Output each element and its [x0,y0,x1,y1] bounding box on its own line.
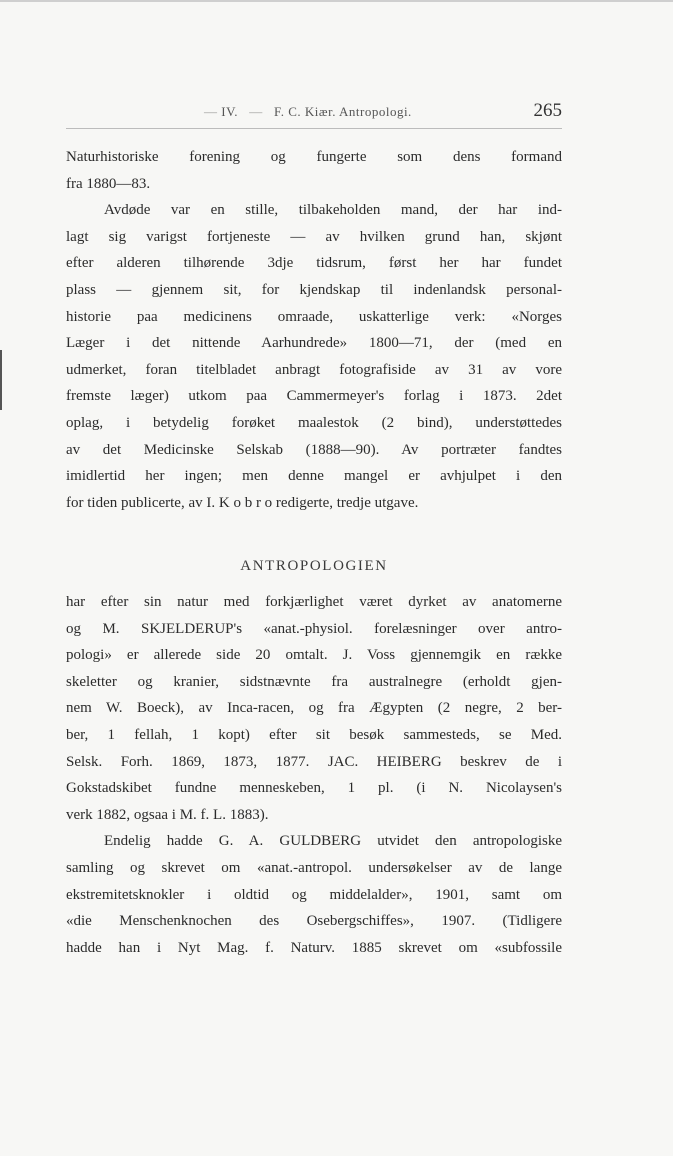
text-line: hadde han i Nyt Mag. f. Naturv. 1885 skrevet om «subfossile [66,939,562,956]
text-line: verk 1882, ogsaa i M. f. L. 1883). [66,806,269,823]
text-line: nem W. Boeck), av Inca-racen, og fra Ægypten (2 negre, 2 ber- [66,700,562,717]
header-author: F. C. Kiær. [274,104,336,119]
text-line: samling og skrevet om «anat.-antropol. undersøkelser av de lange [66,859,562,876]
header-title: Antropologi. [339,104,412,119]
header-rule [66,128,562,129]
text-line: for tiden publicerte, av I. K o b r o redigerte, tredje utgave. [66,494,419,511]
text-line: Avdøde var en stille, tilbakeholden mand, der har ind- [104,202,562,219]
text-line: Gokstadskibet fundne menneskeben, 1 pl. (i N. Nicolaysen's [66,780,562,797]
text-line: skeletter og kranier, sidstnævnte fra australnegre (erholdt gjen- [66,673,562,690]
header-chapter-line [204,104,412,120]
text-line: av det Medicinske Selskab (1888—90). Av portræter fandtes [66,441,562,458]
text-line: lagt sig varigst fortjeneste — av hvilken grund han, skjønt [66,228,562,245]
text-line: og M. SKJELDERUP's «anat.-physiol. forelæsninger over antro- [66,620,562,637]
text-line: Naturhistoriske forening og fungerte som dens formand [66,149,562,165]
text-line: har efter sin natur med forkjærlighet været dyrket av anatomerne [66,594,562,610]
text-line: plass — gjennem sit, for kjendskap til indenlandsk personal- [66,281,562,298]
text-line: udmerket, foran titelbladet anbragt fotografiside av 31 av vore [66,361,562,378]
running-header [66,100,562,124]
scan-top-edge [0,0,673,2]
header-chapter-numeral: IV. [221,104,239,119]
text-line: historie paa medicinens omraade, uskatterlige verk: «Norges [66,308,562,325]
text-line: Selsk. Forh. 1869, 1873, 1877. JAC. HEIBERG beskrev de i [66,753,562,770]
page-number: 265 [533,100,562,121]
body-text-before-section [66,144,562,516]
text-line: Endelig hadde G. A. GULDBERG utvidet den antropologiske [104,833,562,850]
text-line: Læger i det nittende Aarhundrede» 1800—71, der (med en [66,335,562,352]
text-line: ekstremitetsknokler i oldtid og middelalder», 1901, samt om [66,886,562,903]
header-left-dash: — [204,104,218,119]
text-line: ber, 1 fellah, 1 kopt) efter sit besøk sammesteds, se Med. [66,726,562,743]
text-line: fremste læger) utkom paa Cammermeyer's forlag i 1873. 2det [66,388,562,405]
body-text-after-section [66,589,562,961]
text-line: efter alderen tilhørende 3dje tidsrum, først her har fundet [66,255,562,272]
text-line: fra 1880—83. [66,175,151,192]
text-line: «die Menschenknochen des Osebergschiffes», 1907. (Tidligere [66,913,562,930]
text-line: pologi» er allerede side 20 omtalt. J. Voss gjennemgik en række [66,647,562,664]
header-mid-dash: — [249,104,263,119]
text-line: imidlertid her ingen; men denne mangel er avhjulpet i den [66,468,562,485]
scan-left-mark [0,350,2,410]
text-line: oplag, i betydelig forøket maalestok (2 bind), understøttedes [66,414,562,431]
section-heading: ANTROPOLOGIEN [240,558,388,574]
